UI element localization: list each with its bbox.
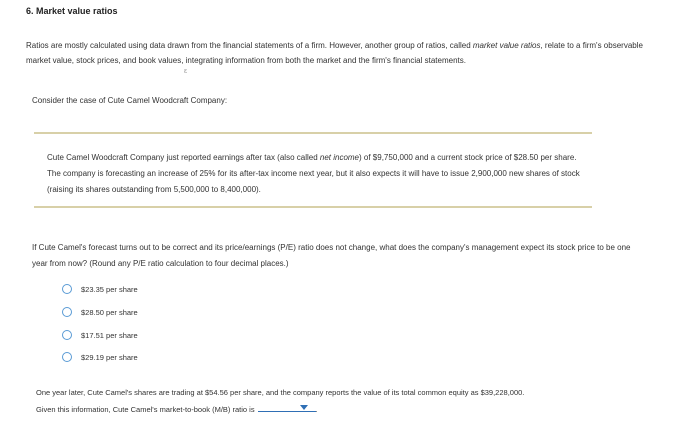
followup-paragraph bbox=[36, 385, 636, 418]
radio-button-icon[interactable] bbox=[62, 307, 72, 317]
followup-prompt: Given this information, Cute Camel's market-to-book (M/B) ratio is bbox=[36, 405, 255, 414]
answer-option-3[interactable] bbox=[62, 328, 138, 342]
option-label: $23.35 per share bbox=[81, 284, 138, 294]
answer-option-1[interactable] bbox=[62, 282, 138, 296]
option-label: $29.19 per share bbox=[81, 352, 138, 362]
answer-option-2[interactable] bbox=[62, 305, 138, 319]
question-text: If Cute Camel's forecast turns out to be correct and its price/earnings (P/E) ratio does not change, what does the company's management expect its stock price to be one year from now? (Round any P/E ratio calculation to four decimal places.) bbox=[32, 243, 631, 268]
top-divider bbox=[34, 132, 592, 134]
dropdown-caret-icon[interactable] bbox=[300, 405, 308, 410]
case-paragraph bbox=[47, 150, 587, 198]
intro-text-2: , relate to a firm's observable market value, stock prices, and book values, integrating information from both the market and the firm's financial statements. bbox=[26, 41, 643, 65]
option-label: $17.51 per share bbox=[81, 330, 138, 340]
followup-period: . bbox=[315, 405, 318, 414]
radio-button-icon[interactable] bbox=[62, 284, 72, 294]
text-cursor-icon: ε bbox=[184, 68, 188, 75]
mb-ratio-dropdown[interactable] bbox=[258, 401, 316, 412]
option-label: $28.50 per share bbox=[81, 307, 138, 317]
radio-button-icon[interactable] bbox=[62, 352, 72, 362]
question-title: 6. Market value ratios bbox=[26, 6, 118, 16]
radio-button-icon[interactable] bbox=[62, 330, 72, 340]
intro-text-1: Ratios are mostly calculated using data drawn from the financial statements of a firm. However, another group of ratios, called bbox=[26, 41, 473, 50]
intro-paragraph bbox=[26, 38, 656, 68]
followup-line-2 bbox=[36, 401, 636, 418]
case-text-2: ) of $9,750,000 and a current stock price of $28.50 per share. The company is forecasting an increase of 25% for its after-tax income next year, but it also expects it will have to issue 2,900,000 new shares of stock (raising its shares outstanding from 5,500,000 to 8,400,000). bbox=[47, 153, 580, 194]
consider-heading: Consider the case of Cute Camel Woodcraft Company: bbox=[32, 96, 228, 105]
case-italic-term: net income bbox=[319, 153, 360, 162]
intro-italic-term: market value ratios bbox=[472, 41, 541, 50]
answer-option-4[interactable] bbox=[62, 350, 138, 364]
case-text-1: Cute Camel Woodcraft Company just reported earnings after tax (also called bbox=[47, 153, 320, 162]
bottom-divider bbox=[34, 206, 592, 208]
followup-line-1: One year later, Cute Camel's shares are trading at $54.56 per share, and the company reports the value of its total common equity as $39,228,000. bbox=[36, 388, 525, 397]
